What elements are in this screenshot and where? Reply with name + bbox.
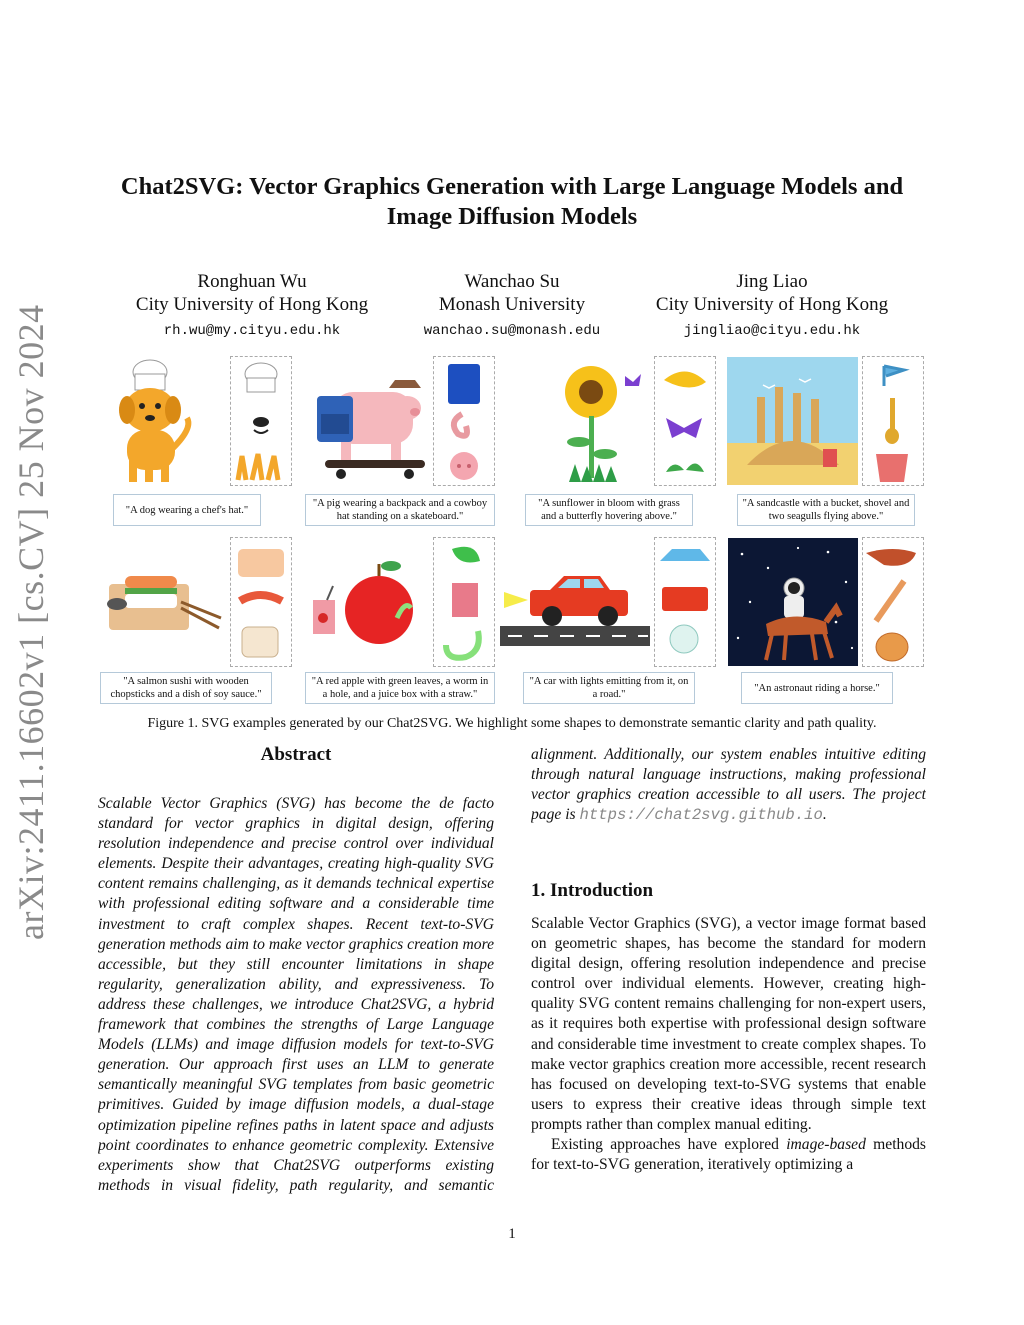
abstract-body-left [98, 794, 494, 1196]
author-name: Wanchao Su [464, 271, 560, 292]
author-affiliation: Monash University [438, 294, 586, 315]
page-number: 1 [508, 1226, 516, 1242]
abstract-body-right [531, 745, 926, 845]
intro-text: methods for text-to-SVG generation, iteratively optimizing a [531, 1136, 927, 1174]
figure-caption: "A red apple with green leaves, a worm in a hole, and a juice box with a straw." [305, 672, 495, 704]
car-illustration [500, 570, 650, 650]
abstract-end: . [822, 806, 827, 824]
intro-text: Existing approaches have explored [551, 1136, 787, 1154]
sushi-shapes [232, 541, 290, 665]
arxiv-id: arXiv:2411.16602v1 [cs.CV] 25 Nov 2024 [11, 304, 51, 940]
apple-illustration [305, 548, 430, 664]
figure-caption: "A car with lights emitting from it, on a road." [523, 672, 695, 704]
figure-caption: "A pig wearing a backpack and a cowboy hat standing on a skateboard." [305, 494, 495, 526]
abstract-paragraph: alignment. Additionally, our system enables intuitive editing through natural language instructions, making professional vector graphics creation accessible to all users. The project page is [531, 745, 926, 824]
abstract-text [98, 794, 494, 1196]
author-name: Ronghuan Wu [197, 271, 307, 292]
abstract-text-cont [531, 745, 926, 825]
author-block [362, 270, 662, 343]
intro-emphasis: image-based [786, 1136, 866, 1154]
author-affiliation: City University of Hong Kong [135, 294, 369, 315]
figure-caption-main: Figure 1. SVG examples generated by our Chat2SVG. We highlight some shapes to demonstrate semantic clarity and path quality. [147, 716, 877, 731]
sushi-illustration [105, 568, 225, 638]
pig-shapes [436, 360, 492, 484]
sandcastle-shapes [864, 360, 922, 484]
author-block [102, 270, 402, 343]
intro-heading: 1. Introduction [531, 880, 654, 901]
car-shapes [656, 541, 714, 665]
intro-body [531, 914, 926, 1175]
dog-illustration [105, 358, 225, 488]
apple-shapes [436, 541, 492, 665]
author-name: Jing Liao [736, 271, 808, 292]
figure-caption: "An astronaut riding a horse." [741, 672, 893, 704]
figure-caption: "A sandcastle with a bucket, shovel and two seagulls flying above." [737, 494, 915, 526]
intro-paragraph-2 [531, 1135, 926, 1175]
author-block [622, 270, 922, 343]
abstract-paragraph: Scalable Vector Graphics (SVG) has become the de facto standard for vector graphics in digital design, offering resolution independence and precise control over individual elements. Despite their advantages, creating high-quality SVG content remains challenging, as it demands technical expertise with professional editing software and a considerable time investment to craft complex shapes. Recent text-to-SVG generation methods aim to make vector graphics creation more accessible, but they still encounter limitations in shape regularity, generalization ability, and expressiveness. To address these challenges, we introduce Chat2SVG, a hybrid framework that combines the strengths of Large Language Models (LLMs) and image diffusion models for text-to-SVG generation. Our approach first uses an LLM to generate semantically meaningful SVG templates from basic geometric primitives. Guided by image diffusion models, a dual-stage optimization pipeline refines paths in latent space and adjusts point coordinates to enhance geometric complexity. Extensive experiments show that Chat2SVG outperforms existing methods in visual fidelity, path regularity, and semantic [98, 795, 494, 1194]
figure-caption: "A sunflower in bloom with grass and a butterfly hovering above." [525, 494, 693, 526]
astronaut-shapes [864, 541, 922, 665]
author-email[interactable]: wanchao.su@monash.edu [423, 323, 601, 339]
intro-paragraph-1: Scalable Vector Graphics (SVG), a vector image format based on geometric shapes, has become the standard for modern digital design, offering resolution independence and precise control over individual elements. However, creating high-quality SVG content remains challenging for non-expert users, as it requires both expertise with professional design software and considerable time investment to create complex shapes. To make vector graphics creation more accessible, recent research has focused on developing text-to-SVG systems that enable users to express their creative ideas through simple text prompts rather than complex manual editing. [531, 915, 926, 1133]
sandcastle-illustration [727, 357, 858, 485]
abstract-heading: Abstract [260, 744, 332, 765]
author-affiliation: City University of Hong Kong [655, 294, 889, 315]
dog-shapes [232, 360, 290, 484]
sunflower-shapes [656, 360, 714, 484]
pig-illustration [305, 370, 430, 480]
sunflower-illustration [525, 362, 650, 484]
author-email[interactable]: rh.wu@my.cityu.edu.hk [163, 323, 341, 339]
project-link[interactable]: https://chat2svg.github.io [579, 806, 823, 825]
author-email[interactable]: jingliao@cityu.edu.hk [683, 323, 861, 339]
astronaut-illustration [728, 538, 858, 666]
paper-title: Chat2SVG: Vector Graphics Generation with Large Language Models and Image Diffusion Models [120, 173, 904, 230]
figure-caption: "A dog wearing a chef's hat." [113, 494, 261, 526]
figure-caption: "A salmon sushi with wooden chopsticks and a dish of soy sauce." [100, 672, 272, 704]
